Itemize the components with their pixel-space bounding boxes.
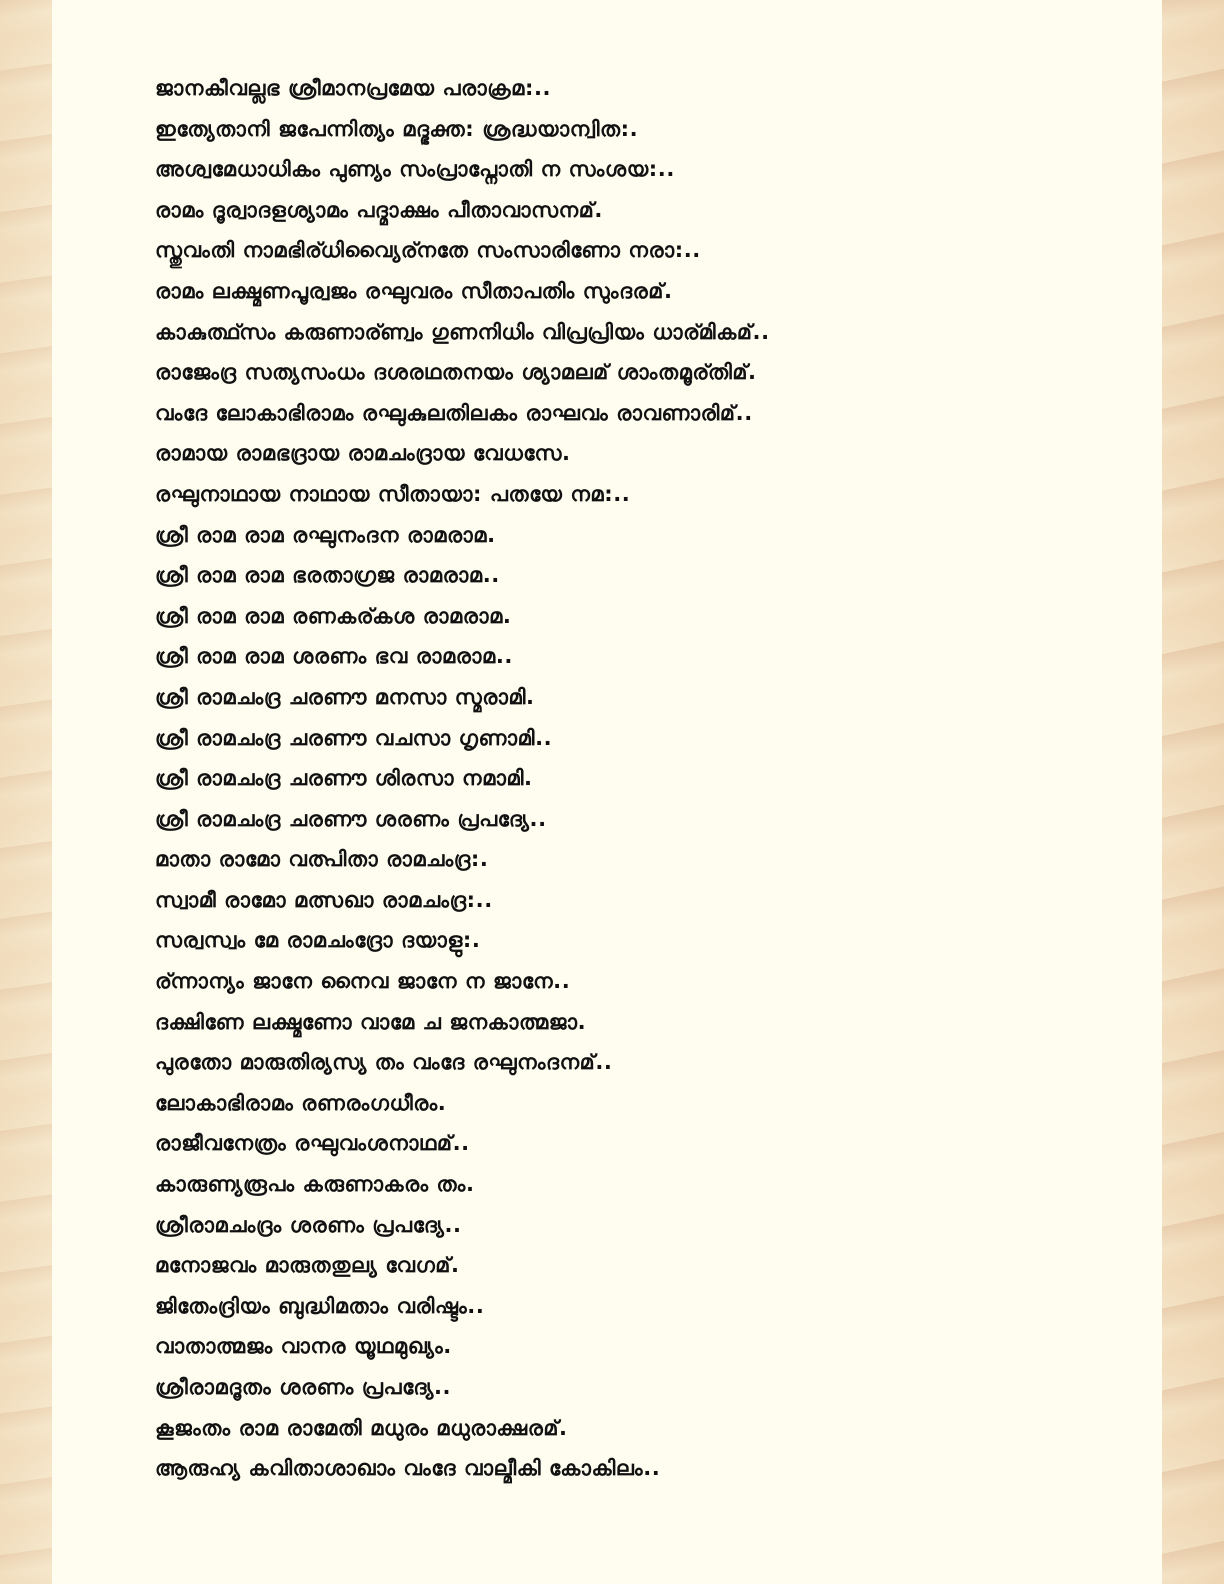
page-border-left bbox=[0, 0, 52, 1584]
verse-line: ലോകാഭിരാമം രണരംഗധീരം. bbox=[155, 1090, 447, 1115]
verse-line: രഘുനാഥായ നാഥായ സീതായാ: പതയേ നമ:.. bbox=[155, 481, 631, 506]
verse-line: ര്ന്നാന്യം ജാനേ നൈവ ജാനേ ന ജാനേ.. bbox=[155, 969, 571, 994]
verse-line: ശ്രീ രാമചംദ്ര ചരണൗ ശിരസാ നമാമി. bbox=[155, 766, 533, 791]
verse-line: രാജീവനേത്രം രഘുവംശനാഥമ്.. bbox=[155, 1131, 470, 1156]
verse-line: ജാനകീവല്ലഭ ശ്രീമാനപ്രമേയ പരാക്രമ:.. bbox=[155, 76, 552, 100]
verse-line: സ്തുവംതി നാമഭിര്ധിവ്യൈര്നതേ സംസാരിണോ നരാ:.. bbox=[155, 238, 701, 263]
verse-line: ശ്രീരാമദൂതം ശരണം പ്രപദ്യേ.. bbox=[155, 1375, 452, 1399]
verse-line: ശ്രീ രാമചംദ്ര ചരണൗ വചസാ ഗൃണാമി.. bbox=[155, 725, 553, 750]
page-border-right bbox=[1162, 0, 1224, 1584]
verse-line: രാമം ദൂര്വാദളശ്യാമം പദ്മാക്ഷം പീതാവാസനമ്. bbox=[155, 197, 603, 222]
verse-line: കാകുത്ഥ്സം കരുണാര്ണ്വം ഗുണനിധിം വിപ്രപ്രിയം ധാര്മികമ്.. bbox=[155, 319, 770, 344]
verse-line: പുരതോ മാരുതിര്യസ്യ തം വംദേ രഘുനംദനമ്.. bbox=[155, 1050, 613, 1075]
verse-line: രാമായ രാമഭദ്രായ രാമചംദ്രായ വേധസേ. bbox=[155, 441, 571, 466]
verse-line: ജിതേംദ്രിയം ബുദ്ധിമതാം വരിഷ്ടം.. bbox=[155, 1293, 485, 1318]
verse-line: ശ്രീ രാമ രാമ രഘുനംദന രാമരാമ. bbox=[155, 522, 496, 547]
verse-line: ഇത്യേതാനി ജപേന്നിത്യം മദ്ഭക്ത: ശ്രദ്ധയാന്വിത:. bbox=[155, 116, 639, 141]
verse-line: സ്വാമീ രാമോ മത്സഖാ രാമചംദ്ര:.. bbox=[155, 887, 493, 912]
verse-line: ശ്രീ രാമചംദ്ര ചരണൗ ശരണം പ്രപദ്യേ.. bbox=[155, 806, 547, 831]
verse-line: ശ്രീ രാമ രാമ ഭരതാഗ്രജ രാമരാമ.. bbox=[155, 563, 500, 588]
verse-line: രാജേംദ്ര സത്യസംധം ദശരഥതനയം ശ്യാമലമ് ശാംതമൂര്തിമ്. bbox=[155, 360, 757, 385]
verse-line: ദക്ഷിണേ ലക്ഷ്മണോ വാമേ ച ജനകാത്മജാ. bbox=[155, 1009, 587, 1034]
verse-line: കൂജംതം രാമ രാമേതി മധുരം മധുരാക്ഷരമ്. bbox=[155, 1415, 568, 1440]
verse-line: ശ്രീ രാമ രാമ രണകര്കശ രാമരാമ. bbox=[155, 603, 512, 628]
verse-line: രാമം ലക്ഷ്മണപൂര്വജം രഘുവരം സീതാപതിം സുംദരമ്. bbox=[155, 278, 673, 303]
verse-list bbox=[155, 68, 1135, 1489]
verse-line: ആരുഹ്യ കവിതാശാഖാം വംദേ വാല്മീകി കോകിലം.. bbox=[155, 1456, 661, 1481]
verse-line: മനോജവം മാരുതതുല്യ വേഗമ്. bbox=[155, 1253, 460, 1278]
verse-line: ശ്രീരാമചംദ്രം ശരണം പ്രപദ്യേ.. bbox=[155, 1212, 462, 1237]
document-page bbox=[52, 0, 1162, 1584]
verse-line: മാതാ രാമോ വത്പിതാ രാമചംദ്ര:. bbox=[155, 847, 489, 872]
verse-line: ശ്രീ രാമചംദ്ര ചരണൗ മനസാ സ്മരാമി. bbox=[155, 684, 535, 709]
verse-line: വാതാത്മജം വാനര യൂഥമുഖ്യം. bbox=[155, 1334, 452, 1359]
verse-line: സര്വസ്വം മേ രാമചംദ്രോ ദയാളു:. bbox=[155, 928, 481, 953]
verse-line: കാരുണ്യരൂപം കരുണാകരം തം. bbox=[155, 1172, 475, 1197]
verse-line: അശ്വമേധാധികം പുണ്യം സംപ്രാപ്നോതി ന സംശയ:.. bbox=[155, 157, 675, 182]
verse-line: വംദേ ലോകാഭിരാമം രഘുകുലതിലകം രാഘവം രാവണാരിമ്.. bbox=[155, 400, 753, 425]
verse-line: ശ്രീ രാമ രാമ ശരണം ഭവ രാമരാമ.. bbox=[155, 644, 513, 669]
